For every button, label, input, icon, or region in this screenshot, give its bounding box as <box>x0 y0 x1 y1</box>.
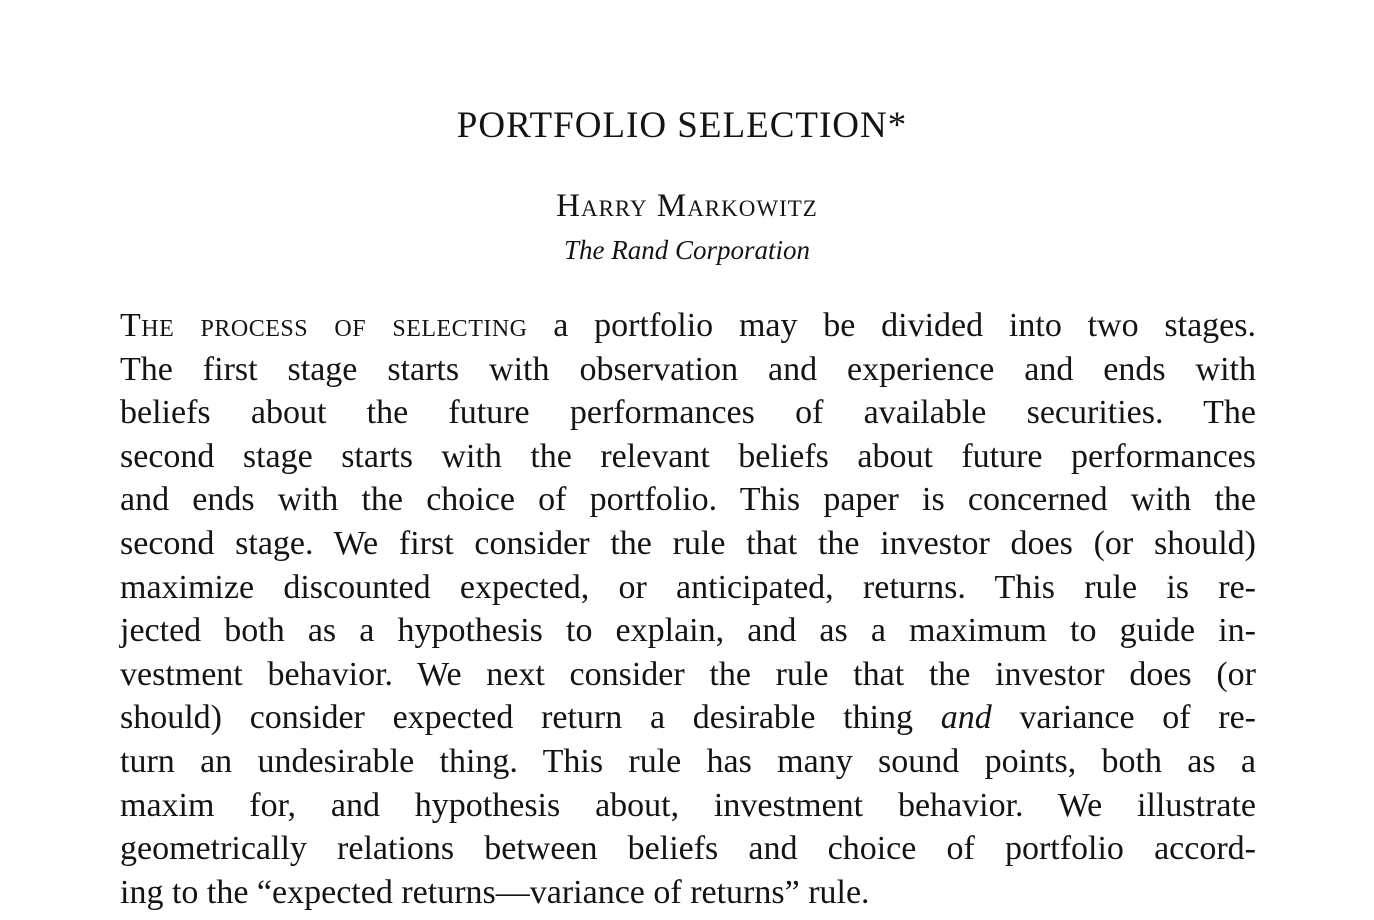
author-name: Harry Markowitz <box>556 188 818 224</box>
abstract-line: The first stage starts with observation and experience and ends with <box>120 350 1256 388</box>
abstract-line-text: variance of re- <box>991 699 1257 737</box>
abstract-last-line: ing to the “expected returns—variance of returns” rule. <box>120 873 870 911</box>
lead-in-small-caps: The process of selecting <box>120 307 528 344</box>
abstract-line <box>120 696 1256 740</box>
abstract-line: geometrically relations between beliefs and choice of portfolio accord- <box>120 830 1256 868</box>
abstract-line: jected both as a hypothesis to explain, and as a maximum to guide in- <box>120 612 1256 650</box>
abstract-line: second stage. We first consider the rule that the investor does (or should) <box>120 524 1256 562</box>
abstract-line <box>120 304 1256 348</box>
abstract-line-text: a portfolio may be divided into two stages. <box>527 307 1256 344</box>
paper-title: PORTFOLIO SELECTION* <box>456 105 908 146</box>
author-affiliation: The Rand Corporation <box>563 235 811 265</box>
abstract-line: second stage starts with the relevant beliefs about future performances <box>120 437 1256 475</box>
abstract-line: and ends with the choice of portfolio. This paper is concerned with the <box>120 481 1256 519</box>
abstract-line: beliefs about the future performances of available securities. The <box>120 394 1256 432</box>
abstract-line: maximize discounted expected, or anticipated, returns. This rule is re- <box>120 568 1256 606</box>
abstract-line: turn an undesirable thing. This rule has many sound points, both as a <box>120 742 1256 780</box>
abstract-line: maxim for, and hypothesis about, investment behavior. We illustrate <box>120 786 1256 824</box>
abstract-paragraph <box>120 304 1256 914</box>
italic-emphasis: and <box>940 699 992 737</box>
cropped-next-line <box>120 906 1256 920</box>
abstract-line-text: should) consider expected return a desirable thing <box>120 699 941 737</box>
abstract-line: vestment behavior. We next consider the rule that the investor does (or <box>120 655 1256 693</box>
